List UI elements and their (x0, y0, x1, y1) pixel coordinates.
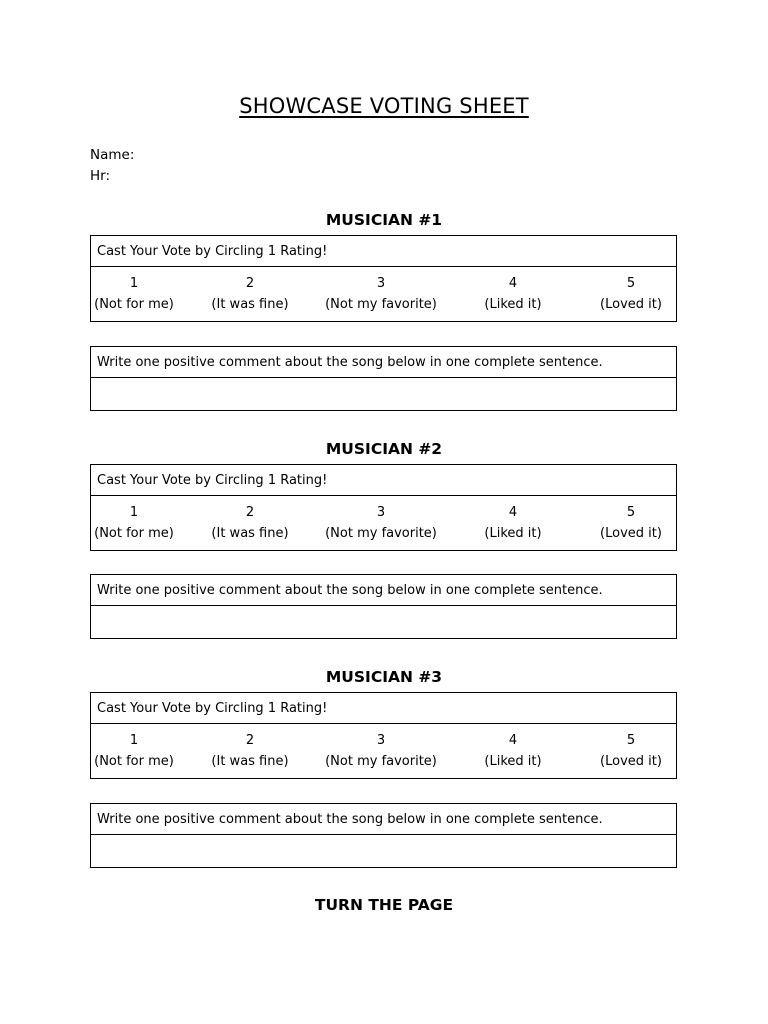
rating-number: 4 (508, 733, 518, 748)
rating-option-2[interactable] (177, 730, 323, 778)
rating-option-4[interactable] (439, 273, 587, 321)
rating-number: 3 (376, 276, 386, 291)
rating-number: 2 (245, 733, 255, 748)
musician-2-comment-box (90, 574, 677, 639)
rating-option-5[interactable] (587, 730, 675, 778)
rating-option-4[interactable] (439, 502, 587, 550)
rating-number: 1 (129, 505, 139, 520)
comment-answer-area[interactable] (91, 835, 676, 867)
rating-label: (Not my favorite) (325, 297, 437, 312)
rating-option-1[interactable] (91, 502, 177, 550)
comment-prompt: Write one positive comment about the song below in one complete sentence. (91, 804, 676, 835)
rating-option-3[interactable] (323, 502, 439, 550)
rating-number: 3 (376, 733, 386, 748)
rating-label: (It was fine) (211, 526, 289, 541)
page-title: SHOWCASE VOTING SHEET (239, 94, 529, 118)
musician-2-vote-box (90, 464, 677, 551)
rating-label: (Liked it) (484, 297, 542, 312)
rating-option-3[interactable] (323, 273, 439, 321)
name-field-label: Name: (90, 147, 135, 163)
rating-label: (Not for me) (94, 297, 174, 312)
rating-number: 1 (129, 733, 139, 748)
rating-label: (Not my favorite) (325, 526, 437, 541)
rating-number: 5 (626, 505, 636, 520)
rating-label: (Loved it) (600, 526, 662, 541)
rating-option-4[interactable] (439, 730, 587, 778)
rating-number: 4 (508, 505, 518, 520)
musician-2-heading: MUSICIAN #2 (325, 440, 443, 458)
rating-label: (Not for me) (94, 754, 174, 769)
rating-label: (Loved it) (600, 297, 662, 312)
comment-prompt: Write one positive comment about the song below in one complete sentence. (91, 575, 676, 606)
rating-number: 4 (508, 276, 518, 291)
rating-label: (Loved it) (600, 754, 662, 769)
rating-option-1[interactable] (91, 273, 177, 321)
rating-option-5[interactable] (587, 502, 675, 550)
rating-label: (It was fine) (211, 754, 289, 769)
rating-options (91, 267, 676, 321)
rating-label: (Liked it) (484, 526, 542, 541)
hr-field-label: Hr: (90, 168, 111, 184)
rating-label: (It was fine) (211, 297, 289, 312)
rating-number: 3 (376, 505, 386, 520)
rating-label: (Not for me) (94, 526, 174, 541)
comment-answer-area[interactable] (91, 606, 676, 638)
rating-number: 2 (245, 505, 255, 520)
rating-number: 5 (626, 276, 636, 291)
rating-number: 2 (245, 276, 255, 291)
vote-prompt: Cast Your Vote by Circling 1 Rating! (91, 693, 676, 724)
rating-option-1[interactable] (91, 730, 177, 778)
musician-3-vote-box (90, 692, 677, 779)
vote-prompt: Cast Your Vote by Circling 1 Rating! (91, 236, 676, 267)
rating-number: 1 (129, 276, 139, 291)
rating-options (91, 496, 676, 550)
rating-option-5[interactable] (587, 273, 675, 321)
comment-prompt: Write one positive comment about the song below in one complete sentence. (91, 347, 676, 378)
musician-1-vote-box (90, 235, 677, 322)
rating-label: (Liked it) (484, 754, 542, 769)
musician-1-comment-box (90, 346, 677, 411)
rating-option-2[interactable] (177, 502, 323, 550)
rating-number: 5 (626, 733, 636, 748)
vote-prompt: Cast Your Vote by Circling 1 Rating! (91, 465, 676, 496)
rating-options (91, 724, 676, 778)
comment-answer-area[interactable] (91, 378, 676, 410)
rating-label: (Not my favorite) (325, 754, 437, 769)
turn-page-note: TURN THE PAGE (314, 896, 454, 914)
rating-option-2[interactable] (177, 273, 323, 321)
musician-1-heading: MUSICIAN #1 (325, 211, 443, 229)
musician-3-comment-box (90, 803, 677, 868)
musician-3-heading: MUSICIAN #3 (325, 668, 443, 686)
rating-option-3[interactable] (323, 730, 439, 778)
